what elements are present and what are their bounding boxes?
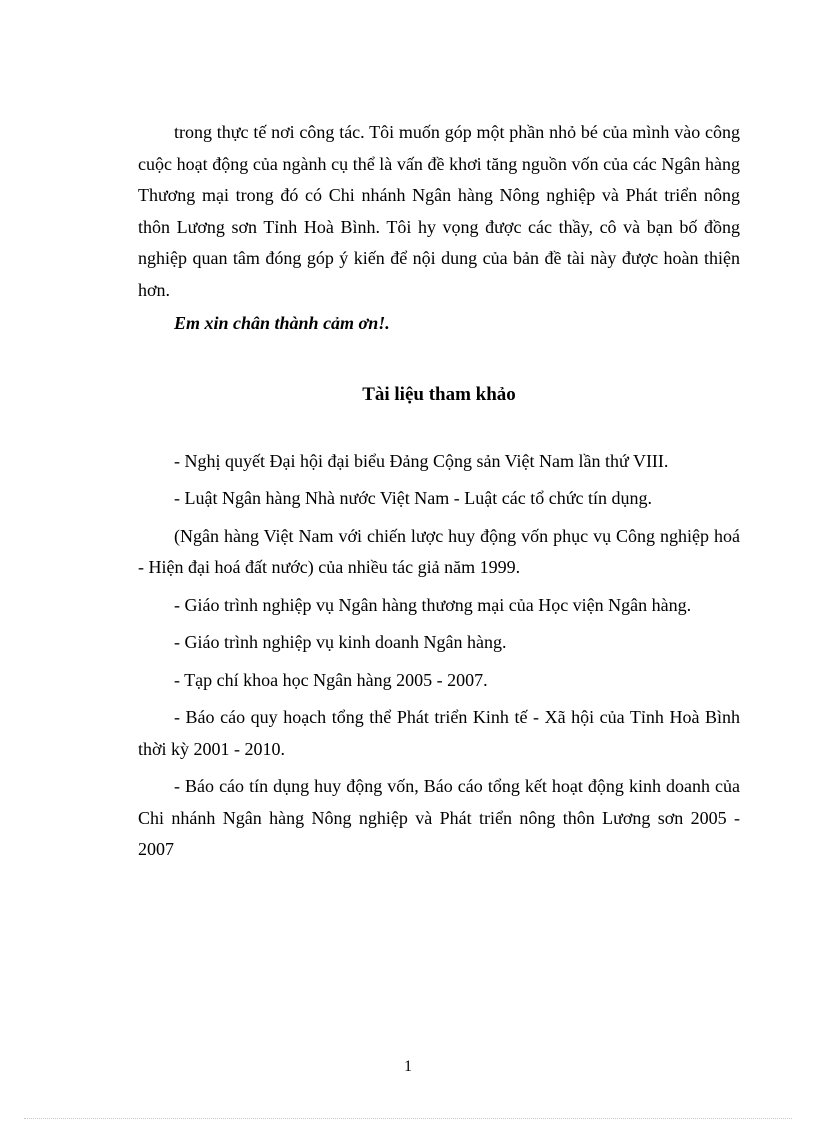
reference-item: - Nghị quyết Đại hội đại biểu Đảng Cộng sản Việt Nam lần thứ VIII. bbox=[174, 450, 669, 471]
reference-item: (Ngân hàng Việt Nam với chiến lược huy động vốn phục vụ Công nghiệp hoá - Hiện đại hoá đất nước) của nhiều tác giả năm 1999. bbox=[138, 525, 740, 577]
reference-item: - Báo cáo tín dụng huy động vốn, Báo cáo tổng kết hoạt động kinh doanh của Chi nhánh Ngân hàng Nông nghiệp và Phát triển nông thôn Lương sơn 2005 - 2007 bbox=[138, 776, 740, 859]
reference-item: - Giáo trình nghiệp vụ Ngân hàng thương mại của Học viện Ngân hàng. bbox=[174, 594, 692, 615]
reference-item: - Báo cáo quy hoạch tổng thể Phát triển Kinh tế - Xã hội của Tỉnh Hoà Bình thời kỳ 2001 - 2010. bbox=[138, 707, 740, 759]
page-content bbox=[138, 117, 740, 872]
reference-item: - Tạp chí khoa học Ngân hàng 2005 - 2007. bbox=[174, 669, 488, 690]
page-bottom-divider bbox=[24, 1118, 792, 1119]
reference-item: - Giáo trình nghiệp vụ kinh doanh Ngân hàng. bbox=[174, 632, 507, 652]
references-list bbox=[138, 446, 740, 866]
page-number: 1 bbox=[404, 1058, 412, 1075]
thanks-line: Em xin chân thành cảm ơn!. bbox=[174, 313, 390, 333]
intro-paragraph: trong thực tế nơi công tác. Tôi muốn góp một phần nhỏ bé của mình vào công cuộc hoạt động của ngành cụ thể là vấn đề khơi tăng nguồn vốn của các Ngân hàng Thương mại trong đó có Chi nhánh Ngân hàng Nông nghiệp và Phát triển nông thôn Lương sơn Tỉnh Hoà Bình. Tôi hy vọng được các thầy, cô và bạn bố đồng nghiệp quan tâm đóng góp ý kiến để nội dung của bản đề tài này được hoàn thiện hơn. bbox=[138, 122, 740, 300]
references-heading: Tài liệu tham khảo bbox=[362, 383, 516, 405]
reference-item: - Luật Ngân hàng Nhà nước Việt Nam - Luật các tổ chức tín dụng. bbox=[174, 488, 652, 508]
